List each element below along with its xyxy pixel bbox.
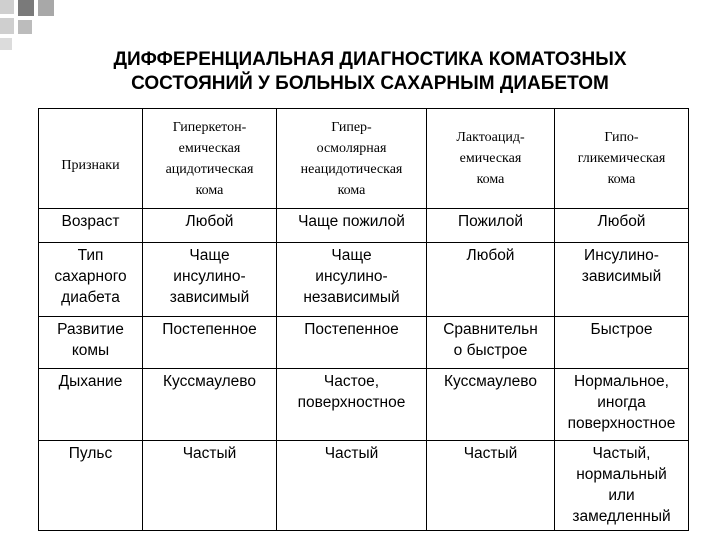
table-cell	[39, 369, 143, 441]
header-row	[39, 109, 689, 209]
cell-text: замедленный	[572, 508, 671, 525]
table-cell	[143, 317, 277, 369]
cell-text: неацидотическая	[300, 161, 403, 177]
table-cell	[427, 209, 555, 243]
deco-square	[0, 0, 14, 14]
header-cell	[39, 109, 143, 209]
table-cell	[39, 441, 143, 531]
header-cell	[555, 109, 689, 209]
cell-text: Гиперкетон-	[172, 119, 247, 135]
cell-text: Инсулино-	[584, 247, 659, 264]
cell-text: Любой	[466, 247, 515, 264]
cell-text: Любой	[597, 213, 646, 230]
table-row	[39, 369, 689, 441]
table-cell	[427, 369, 555, 441]
cell-text: Чаще пожилой	[298, 213, 405, 230]
cell-text: Развитие	[57, 321, 124, 338]
table-row	[39, 317, 689, 369]
cell-text: сахарного	[54, 268, 127, 285]
table-cell	[277, 209, 427, 243]
table-row	[39, 209, 689, 243]
header-cell	[143, 109, 277, 209]
deco-square	[18, 0, 34, 16]
table-cell	[143, 209, 277, 243]
cell-text: инсулино-	[173, 268, 246, 285]
table-row	[39, 243, 689, 317]
table-cell	[277, 369, 427, 441]
cell-text: емическая	[459, 151, 522, 166]
cell-text: Быстрое	[590, 321, 653, 338]
table-cell	[277, 317, 427, 369]
table-cell	[427, 441, 555, 531]
table-cell	[143, 441, 277, 531]
diagnosis-table	[38, 108, 689, 531]
cell-text: Чаще	[331, 247, 372, 264]
title-line-2: СОСТОЯНИЙ У БОЛЬНЫХ САХАРНЫМ ДИАБЕТОМ	[131, 73, 609, 94]
cell-text: иногда	[597, 394, 646, 411]
cell-text: Гипо-	[604, 130, 639, 145]
table-cell	[427, 317, 555, 369]
deco-square	[18, 20, 32, 34]
table-cell	[555, 441, 689, 531]
cell-text: емическая	[178, 140, 241, 156]
header-cell	[277, 109, 427, 209]
cell-text: или	[608, 487, 635, 504]
cell-text: Любой	[185, 213, 234, 230]
table-row	[39, 441, 689, 531]
page-title	[40, 48, 700, 96]
cell-text: Постепенное	[304, 321, 399, 338]
deco-square	[0, 38, 12, 50]
table-cell	[555, 317, 689, 369]
cell-text: Пульс	[68, 445, 113, 462]
title-line-1: ДИФФЕРЕНЦИАЛЬНАЯ ДИАГНОСТИКА КОМАТОЗНЫХ	[113, 49, 627, 70]
cell-text: Постепенное	[162, 321, 257, 338]
cell-text: ацидотическая	[165, 161, 254, 177]
cell-text: независимый	[303, 289, 400, 306]
cell-text: Тип	[77, 247, 104, 264]
table-cell	[555, 243, 689, 317]
table-cell	[39, 243, 143, 317]
cell-text: о быстрое	[453, 342, 528, 359]
table-cell	[143, 369, 277, 441]
cell-text: Чаще	[189, 247, 230, 264]
cell-text: Куссмаулево	[163, 373, 256, 390]
cell-text: кома	[476, 172, 505, 187]
cell-text: инсулино-	[315, 268, 388, 285]
table-cell	[39, 209, 143, 243]
cell-text: Возраст	[61, 213, 120, 230]
cell-text: Частое,	[323, 373, 380, 390]
cell-text: Дыхание	[58, 373, 123, 390]
cell-text: Нормальное,	[574, 373, 669, 390]
cell-text: Пожилой	[457, 213, 524, 230]
cell-text: Частый	[324, 445, 379, 462]
cell-text: зависимый	[581, 268, 662, 285]
deco-square	[0, 18, 14, 34]
cell-text: Признаки	[61, 158, 120, 173]
cell-text: кома	[607, 172, 636, 187]
cell-text: комы	[71, 342, 110, 359]
cell-text: нормальный	[576, 466, 667, 483]
cell-text: поверхностное	[297, 394, 406, 411]
table-cell	[277, 243, 427, 317]
cell-text: Частый,	[592, 445, 651, 462]
table-cell	[555, 209, 689, 243]
cell-text: Гипер-	[331, 119, 372, 135]
header-cell	[427, 109, 555, 209]
cell-text: гликемическая	[577, 151, 666, 166]
cell-text: кома	[195, 182, 224, 198]
cell-text: поверхностное	[567, 415, 676, 432]
cell-text: диабета	[61, 289, 120, 306]
cell-text: Сравнительн	[443, 321, 538, 338]
cell-text: Куссмаулево	[444, 373, 537, 390]
table-cell	[39, 317, 143, 369]
cell-text: осмолярная	[316, 140, 387, 156]
cell-text: Частый	[463, 445, 518, 462]
table-cell	[427, 243, 555, 317]
cell-text: Частый	[182, 445, 237, 462]
table-cell	[555, 369, 689, 441]
deco-square	[38, 0, 54, 16]
cell-text: Лактоацид-	[456, 130, 525, 145]
cell-text: зависимый	[169, 289, 250, 306]
table-cell	[143, 243, 277, 317]
cell-text: кома	[337, 182, 366, 198]
table-cell	[277, 441, 427, 531]
